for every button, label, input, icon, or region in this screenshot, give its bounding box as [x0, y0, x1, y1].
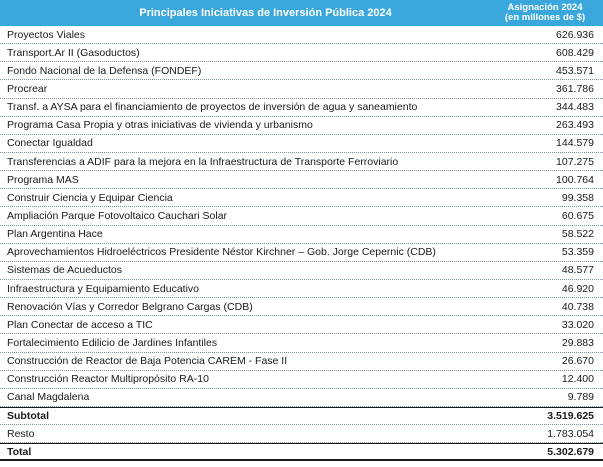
resto-value: 1.783.054	[547, 427, 594, 440]
amount-header-line1: Asignación 2024	[507, 2, 583, 13]
table-row	[0, 226, 603, 244]
row-label: Fortalecimiento Edilicio de Jardines Infantiles	[7, 336, 218, 349]
total-label: Total	[7, 445, 32, 458]
row-value: 48.577	[561, 264, 594, 277]
row-label: Plan Conectar de acceso a TIC	[7, 318, 153, 331]
row-label: Procrear	[7, 82, 48, 95]
table-row	[0, 371, 603, 389]
table-row	[0, 44, 603, 62]
row-value: 12.400	[561, 373, 594, 386]
row-label: Aprovechamientos Hidroeléctricos Presidente Néstor Kirchner – Gob. Jorge Cepernic (CDB)	[7, 246, 436, 259]
row-value: 100.764	[556, 173, 594, 186]
row-value: 58.522	[561, 228, 594, 241]
row-label: Transferencias a ADIF para la mejora en la Infraestructura de Transporte Ferroviario	[7, 155, 399, 168]
row-label: Plan Argentina Hace	[7, 228, 103, 241]
row-value: 53.359	[561, 246, 594, 259]
subtotal-label: Subtotal	[7, 410, 49, 423]
row-label: Proyectos Viales	[7, 28, 86, 41]
row-label: Programa Casa Propia y otras iniciativas de vivienda y urbanismo	[7, 119, 313, 132]
total-value: 5.302.679	[547, 445, 594, 458]
table-row	[0, 189, 603, 207]
row-value: 263.493	[556, 119, 594, 132]
row-value: 9.789	[567, 391, 594, 404]
row-label: Programa MAS	[7, 173, 79, 186]
row-value: 453.571	[556, 64, 594, 77]
table-row	[0, 171, 603, 189]
table-title: Principales Iniciativas de Inversión Pública 2024	[139, 7, 392, 19]
table-row	[0, 316, 603, 334]
table-row	[0, 26, 603, 44]
table-row	[0, 99, 603, 117]
table-row	[0, 389, 603, 407]
row-label: Construcción de Reactor de Baja Potencia CAREM - Fase II	[7, 355, 288, 368]
row-label: Ampliación Parque Fotovoltaico Cauchari Solar	[7, 209, 228, 222]
row-value: 26.670	[561, 355, 594, 368]
row-label: Conectar Igualdad	[7, 137, 93, 150]
row-label: Construir Ciencia y Equipar Ciencia	[7, 191, 173, 204]
amount-header-line2: (en millones de $)	[504, 12, 586, 23]
table-body	[0, 26, 603, 407]
amount-column-header	[491, 3, 603, 23]
row-value: 33.020	[561, 318, 594, 331]
table-row	[0, 207, 603, 225]
row-label: Sistemas de Acueductos	[7, 264, 122, 277]
row-label: Transport.Ar II (Gasoductos)	[7, 46, 140, 59]
row-label: Transf. a AYSA para el financiamiento de proyectos de inversión de agua y saneamiento	[7, 101, 418, 114]
row-label: Infraestructura y Equipamiento Educativo	[7, 282, 200, 295]
table-row	[0, 80, 603, 98]
row-value: 361.786	[556, 82, 594, 95]
row-value: 107.275	[556, 155, 594, 168]
row-value: 144.579	[556, 137, 594, 150]
table-row	[0, 334, 603, 352]
row-label: Construcción Reactor Multipropósito RA-10	[7, 373, 209, 386]
table-row	[0, 353, 603, 371]
subtotal-value: 3.519.625	[547, 410, 594, 423]
table-row	[0, 244, 603, 262]
row-value: 40.738	[561, 300, 594, 313]
table-header	[0, 0, 603, 26]
row-value: 608.429	[556, 46, 594, 59]
row-value: 99.358	[561, 191, 594, 204]
row-value: 344.483	[556, 101, 594, 114]
table-row	[0, 135, 603, 153]
row-label: Renovación Vías y Corredor Belgrano Cargas (CDB)	[7, 300, 253, 313]
table-row	[0, 117, 603, 135]
table-row	[0, 298, 603, 316]
row-value: 626.936	[556, 28, 594, 41]
table-row	[0, 153, 603, 171]
row-label: Canal Magdalena	[7, 391, 90, 404]
resto-label: Resto	[7, 427, 35, 440]
row-value: 60.675	[561, 209, 594, 222]
row-value: 29.883	[561, 336, 594, 349]
row-value: 46.920	[561, 282, 594, 295]
table-row	[0, 262, 603, 280]
row-label: Fondo Nacional de la Defensa (FONDEF)	[7, 64, 202, 77]
resto-row	[0, 425, 603, 443]
total-row	[0, 443, 603, 461]
table-row	[0, 62, 603, 80]
table-row	[0, 280, 603, 298]
subtotal-row	[0, 407, 603, 425]
